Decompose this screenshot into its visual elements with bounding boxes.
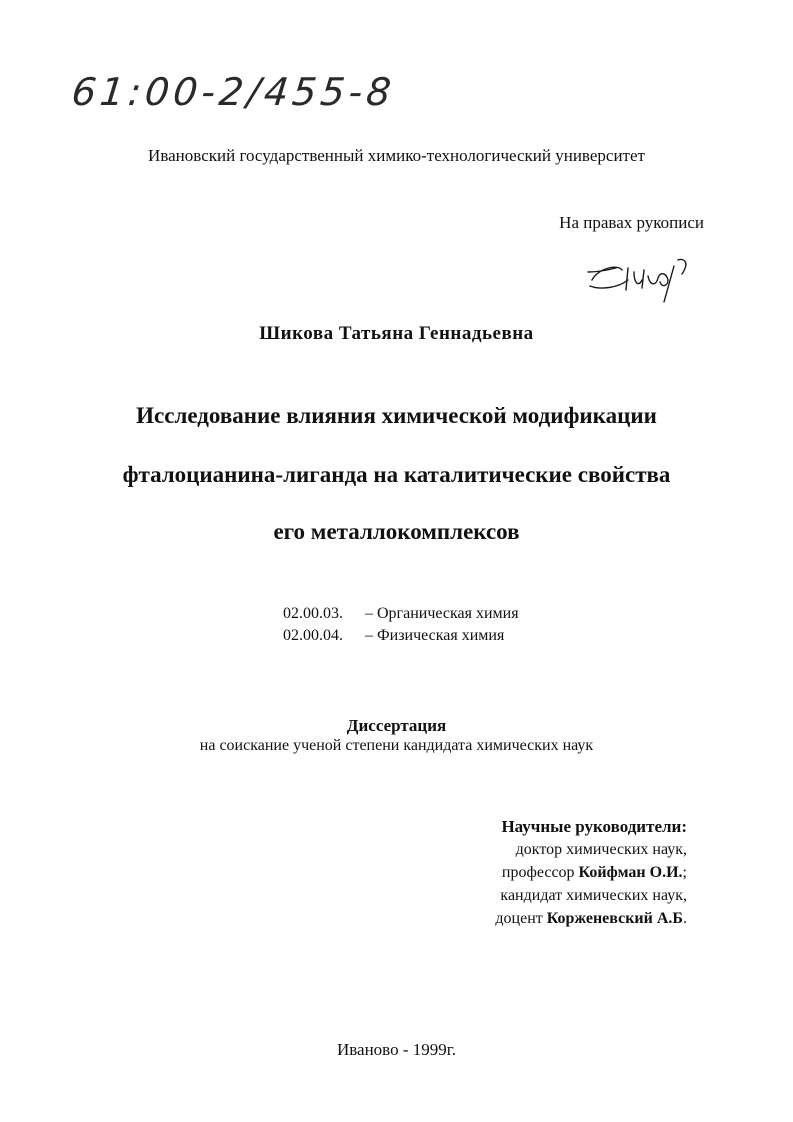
specialty-row — [283, 627, 504, 645]
advisor-2-title: доцент — [495, 910, 547, 927]
specialty-code: 02.00.03. — [283, 605, 343, 622]
advisor-1-line — [495, 861, 687, 884]
title-line-1: Исследование влияния химической модификации — [136, 403, 657, 428]
rights-note: На правах рукописи — [559, 213, 704, 232]
degree-line: на соискание ученой степени кандидата химических наук — [199, 737, 594, 754]
advisor-2-degree: кандидат химических наук, — [500, 887, 687, 904]
title-line-3: его металлокомплексов — [273, 519, 520, 544]
archive-number: 61:00-2/455-8 — [69, 70, 397, 114]
specialty-code: 02.00.04. — [283, 627, 343, 644]
specialty-row — [283, 605, 519, 623]
advisor-1-name: Койфман О.И. — [578, 864, 683, 881]
advisor-1-end: ; — [682, 864, 687, 881]
specialty-name: – Физическая химия — [365, 627, 505, 644]
university-name: Ивановский государственный химико-технологический университет — [148, 146, 645, 165]
handwritten-signature — [578, 250, 698, 306]
advisor-1-degree: доктор химических наук, — [515, 841, 687, 858]
advisor-2-name: Корженевский А.Б — [546, 910, 683, 927]
advisors-heading: Научные руководители: — [501, 817, 687, 836]
city-year: Иваново - 1999г. — [336, 1040, 457, 1059]
dissertation-label: Диссертация — [346, 716, 447, 735]
specialty-name: – Органическая химия — [365, 605, 519, 622]
title-line-2: фталоцианина-лиганда на каталитические свойства — [122, 462, 671, 487]
advisors-block — [495, 815, 687, 930]
author-name: Шикова Татьяна Геннадьевна — [259, 323, 534, 344]
advisor-2-line — [495, 907, 687, 930]
advisor-1-title: профессор — [501, 864, 579, 881]
advisor-2-end: . — [683, 910, 687, 927]
